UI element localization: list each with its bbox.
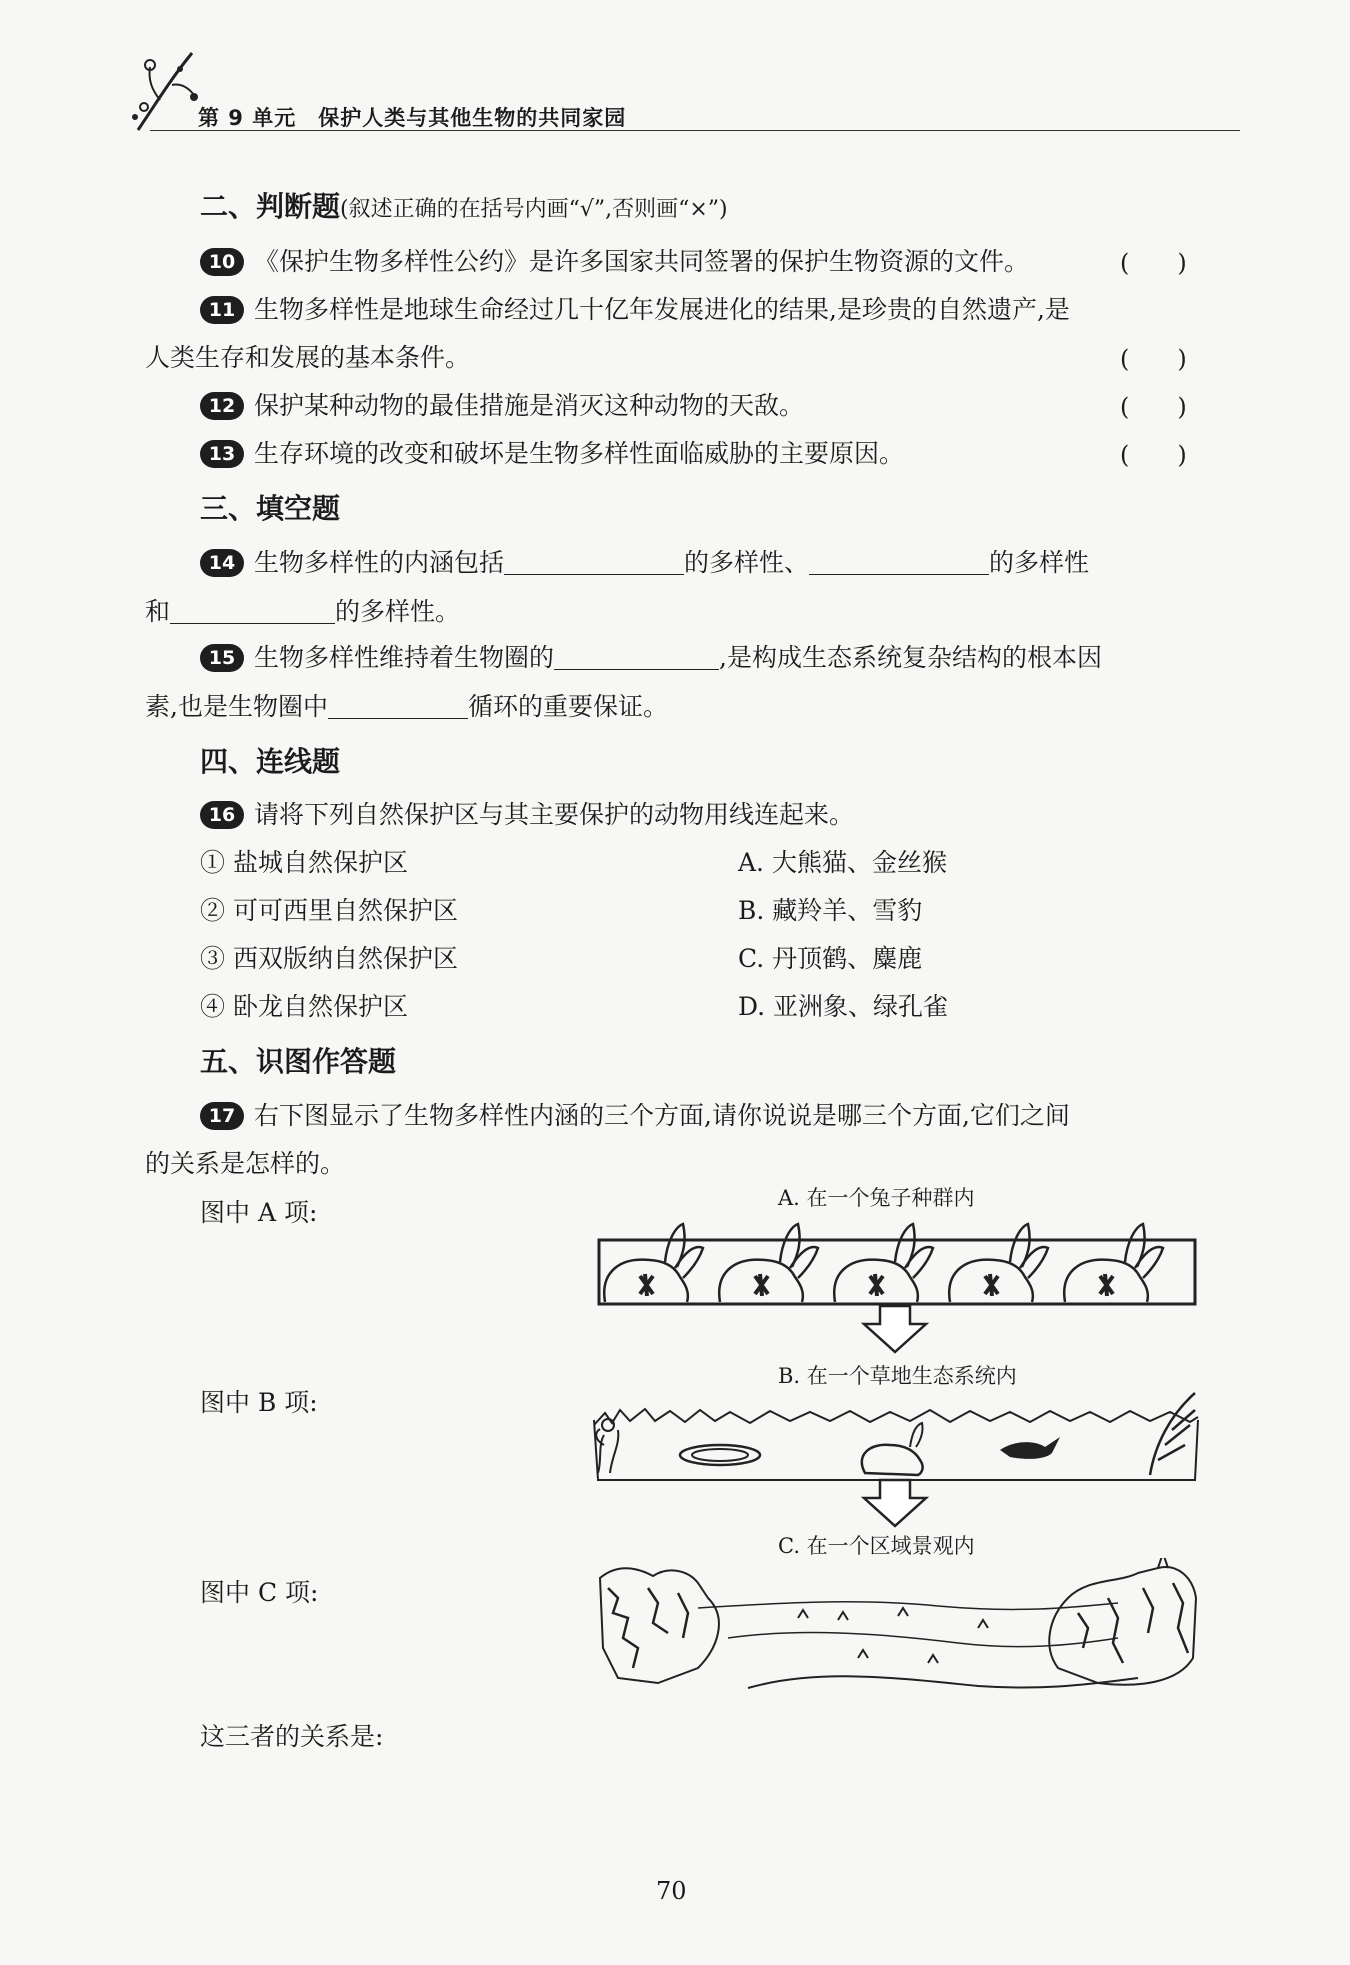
reserve-item[interactable]: ② 可可西里自然保护区	[200, 896, 458, 925]
rabbit-population-illustration	[595, 1212, 1200, 1312]
section-heading-judgment: 二、判断题(叙述正确的在括号内画“√”,否则画“×”)	[200, 190, 728, 223]
section-heading-fill: 三、填空题	[200, 492, 341, 525]
header-divider	[150, 130, 1240, 131]
question-number-badge: 17	[200, 1102, 244, 1130]
section-heading-figure: 五、识图作答题	[200, 1045, 397, 1078]
relation-label: 这三者的关系是:	[200, 1722, 384, 1751]
question-number-badge: 13	[200, 440, 244, 468]
fill-blank[interactable]	[809, 550, 989, 575]
question-15: 15 生物多样性维持着生物圈的 ,是构成生态系统复杂结构的根本因	[200, 638, 1102, 674]
question-12: 12 保护某种动物的最佳措施是消灭这种动物的天敌。	[200, 386, 804, 422]
question-number-badge: 11	[200, 296, 244, 324]
animal-item[interactable]: A. 大熊猫、金丝猴	[738, 848, 947, 877]
reserve-item[interactable]: ④ 卧龙自然保护区	[200, 992, 408, 1021]
question-15-cont: 素,也是生物圈中 循环的重要保证。	[145, 692, 668, 721]
reserve-item[interactable]: ③ 西双版纳自然保护区	[200, 944, 458, 973]
fill-blank[interactable]	[328, 694, 468, 719]
answer-label-b: 图中 B 项:	[200, 1388, 318, 1417]
question-number-badge: 15	[200, 644, 244, 672]
question-number-badge: 10	[200, 248, 244, 276]
regional-landscape-illustration	[598, 1558, 1198, 1698]
question-17-cont: 的关系是怎样的。	[145, 1149, 346, 1178]
figure-caption-c: C. 在一个区域景观内	[778, 1534, 975, 1558]
page-number: 70	[656, 1877, 687, 1905]
reserve-item[interactable]: ① 盐城自然保护区	[200, 848, 408, 877]
question-13: 13 生存环境的改变和破坏是生物多样性面临威胁的主要原因。	[200, 434, 904, 470]
question-16: 16 请将下列自然保护区与其主要保护的动物用线连起来。	[200, 795, 854, 831]
answer-paren-10[interactable]: ( )	[1120, 249, 1187, 277]
animal-item[interactable]: D. 亚洲象、绿孔雀	[738, 992, 949, 1021]
question-17: 17 右下图显示了生物多样性内涵的三个方面,请你说说是哪三个方面,它们之间	[200, 1096, 1070, 1132]
judgment-instruction: (叙述正确的在括号内画“√”,否则画“×”)	[340, 197, 728, 222]
figure-caption-a: A. 在一个兔子种群内	[778, 1186, 975, 1210]
question-number-badge: 12	[200, 392, 244, 420]
branch-logo-icon	[130, 45, 205, 135]
animal-item[interactable]: B. 藏羚羊、雪豹	[738, 896, 923, 925]
down-arrow-icon	[860, 1304, 930, 1354]
fill-blank[interactable]	[554, 645, 719, 670]
unit-title: 第 9 单元 保护人类与其他生物的共同家园	[198, 106, 627, 130]
question-14: 14 生物多样性的内涵包括 的多样性、 的多样性	[200, 543, 1089, 579]
figure-caption-b: B. 在一个草地生态系统内	[778, 1364, 1017, 1388]
answer-paren-12[interactable]: ( )	[1120, 393, 1187, 421]
question-11: 11 生物多样性是地球生命经过几十亿年发展进化的结果,是珍贵的自然遗产,是	[200, 290, 1070, 326]
fill-blank[interactable]	[170, 599, 335, 624]
question-14-cont: 和 的多样性。	[145, 597, 461, 626]
answer-label-a: 图中 A 项:	[200, 1198, 318, 1227]
section-heading-matching: 四、连线题	[200, 745, 341, 778]
answer-paren-11[interactable]: ( )	[1120, 345, 1187, 373]
animal-item[interactable]: C. 丹顶鹤、麋鹿	[738, 944, 923, 973]
question-number-badge: 14	[200, 549, 244, 577]
question-11-cont: 人类生存和发展的基本条件。	[145, 343, 471, 372]
question-number-badge: 16	[200, 801, 244, 829]
answer-label-c: 图中 C 项:	[200, 1578, 319, 1607]
down-arrow-icon	[860, 1478, 930, 1528]
answer-paren-13[interactable]: ( )	[1120, 441, 1187, 469]
fill-blank[interactable]	[504, 550, 684, 575]
question-10: 10 《保护生物多样性公约》是许多国家共同签署的保护生物资源的文件。	[200, 242, 1029, 278]
